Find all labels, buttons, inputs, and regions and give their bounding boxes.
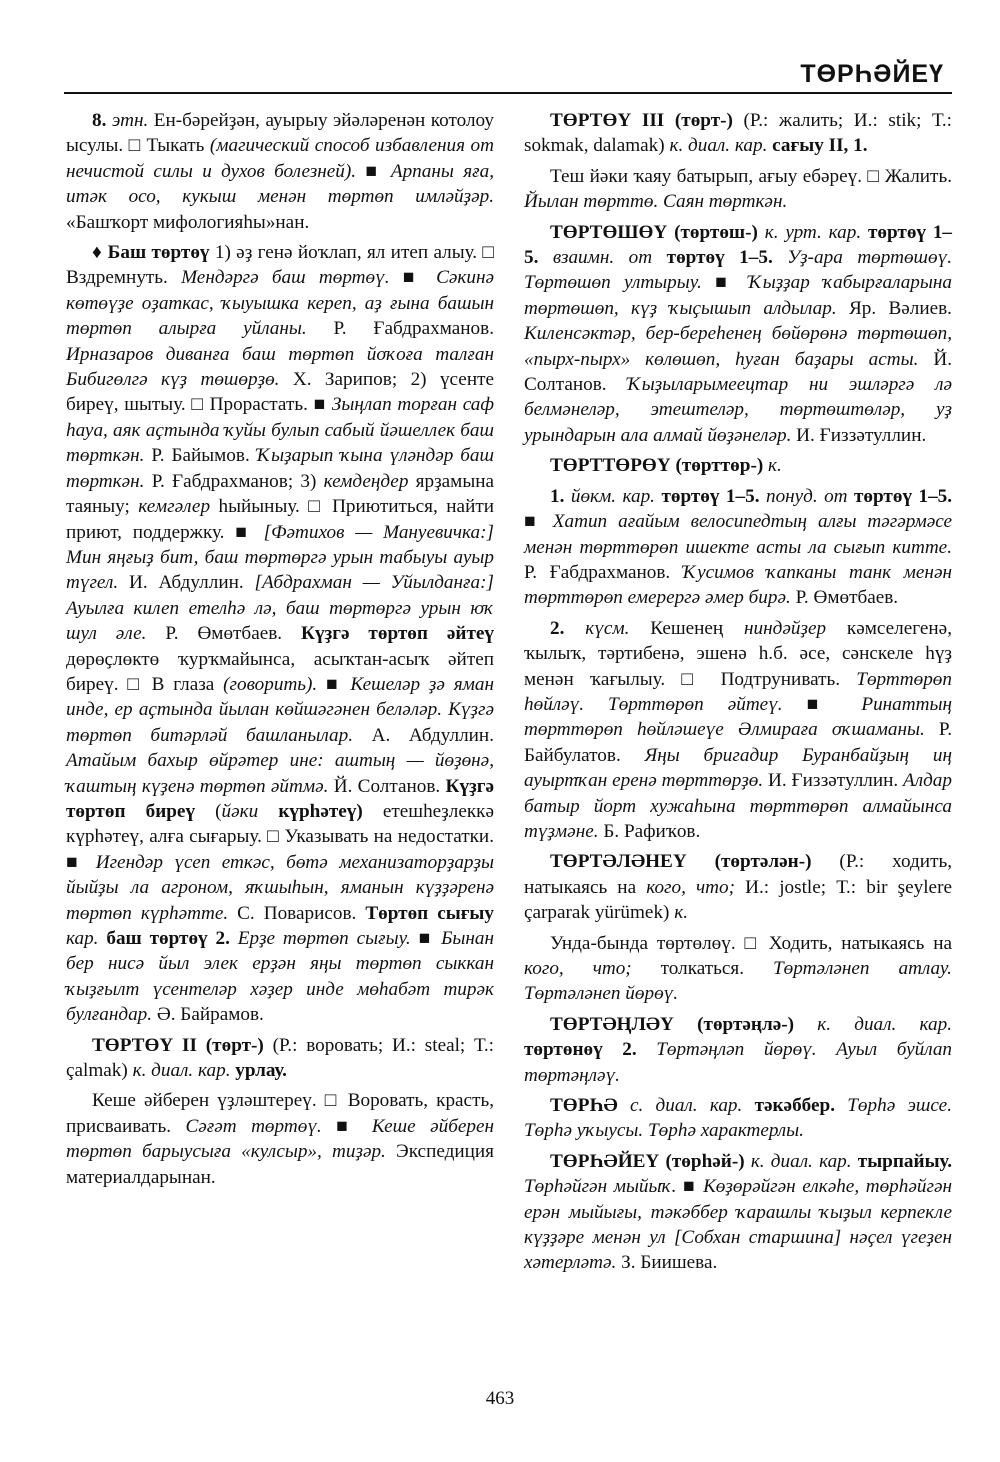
- italic-text: к. диал. кар.: [669, 135, 768, 157]
- italic-text: [Абдрахман — Уйылданға:] Ауылға килеп етелһә лә, баш төртөргә урын юҡ шул әле.: [66, 572, 494, 645]
- headword-text: Төртөп сығыу: [365, 902, 494, 924]
- dictionary-paragraph: [524, 220, 952, 449]
- italic-text: Мендәргә баш төртөү.: [181, 267, 390, 289]
- italic-text: понуд. от: [765, 485, 848, 507]
- italic-text: Ҡусимов ҡапканы танк менән төрттөрөп емерергә әмер бирә.: [524, 561, 952, 609]
- italic-text: к.: [768, 455, 782, 477]
- body-text: С. Поварисов.: [228, 902, 366, 924]
- body-text: [538, 247, 553, 268]
- italic-text: йәки: [221, 800, 259, 822]
- body-text: дөрөҫлөктө ҡурҡмайынса, асыҡтан-асыҡ әйтеп биреү. □ В глаза: [66, 648, 494, 695]
- body-text: толкаться.: [631, 958, 774, 979]
- body-text: «Башҡорт мифологияһы»нан.: [66, 211, 310, 233]
- headword-text: ТӨРТТӨРӨҮ (төрттөр-): [550, 455, 764, 477]
- body-text: Кешенең: [629, 617, 745, 639]
- italic-text: Ринаттың төрттөрөп һөйләшеүе Әлмираға оҡшаманы.: [524, 693, 952, 741]
- italic-text: Төртәңләп йөрөү. Ауыл буйлап төртәңләү.: [524, 1039, 953, 1086]
- body-text: (Р.: жалить; И.: stik; Т.: sokmak, dalamak): [524, 110, 952, 157]
- body-text: ■: [410, 928, 442, 949]
- italic-text: Киленсәктәр, бер-береһенең бөйөрөнә төртөшөп, «пырх-пырх» көлөшөп, һуған баҙары асты.: [524, 323, 952, 370]
- body-text: Р. Ғабдрахманов.: [524, 561, 683, 583]
- body-text: Кеше әйберен үҙләштереү. □ Воровать, красть, присваивать.: [66, 1090, 494, 1137]
- body-text: Р. Өмөтбаев.: [790, 587, 899, 609]
- dictionary-paragraph: [524, 484, 952, 611]
- italic-text: Хатип ағайым велосипедтың алғы тәгәрмәсе менән төрттөрөп ишекте асты ла сығып китте.: [524, 511, 952, 558]
- italic-text: Игендәр үсеп еткәс, бөтә механизаторҙарҙы йыйҙы ла агроном, яҡшыһын, яманын күҙҙәренә төртөп күрһәтте.: [66, 851, 494, 924]
- italic-text: к.: [674, 902, 689, 924]
- body-text: И.: jostle; Т.: bir şeylere çarparak yürümek): [524, 876, 952, 924]
- dictionary-paragraph: [524, 164, 952, 215]
- italic-text: [Фәтихов — Мануевичка:] Мин яңғыҙ бит, баш төртөргә урын табыуы ауыр түгел.: [66, 521, 494, 594]
- italic-text: этн.: [111, 110, 149, 131]
- left-column: [66, 108, 494, 1195]
- italic-text: Алдар батыр йорт хужаһына төрттөрөп алмайынса түҙмәне.: [524, 770, 952, 842]
- headword-text: төртөү 1–5.: [661, 485, 760, 507]
- italic-text: Ҡыҙыларымеецтар ни эшләргә лә белмәнеләр, этештеләр, төртөштөләр, уҙ урындарын ала алмай йөҙәнеләр.: [524, 374, 952, 446]
- italic-text: йөкм. кар.: [570, 485, 655, 507]
- dictionary-paragraph: [524, 616, 952, 845]
- italic-text: кар.: [66, 928, 99, 949]
- right-column: [524, 108, 952, 1281]
- body-text: И. Ғиззәтуллин.: [763, 770, 904, 792]
- italic-text: Ерҙе төртөп сығыу.: [237, 928, 411, 949]
- page-number: 463: [485, 1388, 515, 1409]
- body-text: [230, 928, 238, 949]
- headword-text: ТӨРҺӘ: [550, 1095, 618, 1117]
- body-text: [618, 1095, 630, 1116]
- body-text: ■: [321, 1115, 372, 1137]
- dictionary-paragraph: [524, 453, 952, 478]
- body-text: Р. Байбулатов.: [524, 719, 952, 766]
- body-text: (: [195, 800, 222, 822]
- italic-text: Кеше әйберен төртөп барыусыға «кулсыр», тиҙәр.: [66, 1115, 495, 1163]
- body-text: [835, 1095, 847, 1116]
- italic-text: к. диал. кар.: [132, 1060, 231, 1082]
- italic-text: Арпаны яға, итәк осо, кукыш менән төртөп имләйҙәр.: [66, 160, 494, 208]
- italic-text: Атайым бахыр өйрәтер ине: аштың — йөҙөнә, ҡаштың күҙенә төртөп әйтмә.: [66, 750, 494, 797]
- headword-text: 1.: [550, 485, 571, 507]
- body-text: ярҙамына таяныу;: [66, 470, 494, 518]
- body-text: Ә. Байрамов.: [152, 1004, 264, 1026]
- body-text: [742, 1095, 754, 1116]
- headword-text: төртөү 1–5.: [666, 247, 773, 269]
- dictionary-paragraph: [66, 240, 494, 1028]
- body-text: Экспедиция материалдарынан.: [66, 1141, 494, 1188]
- italic-text: Яңы бригадир Буранбайҙың иң ауыртҡан еренә төрттөрҙө.: [524, 744, 953, 792]
- dictionary-paragraph: [66, 1033, 494, 1084]
- body-text: З. Биишева.: [616, 1252, 718, 1274]
- italic-text: Ирназаров диванға баш төртөп йоҡоға талған Бибигөлгә күҙ төшөрҙө.: [66, 343, 494, 391]
- italic-text: (говорить).: [223, 673, 318, 695]
- headword-text: баш төртөү 2.: [106, 928, 230, 949]
- body-text: ■: [701, 272, 749, 294]
- headword-text: 2.: [550, 617, 586, 639]
- headword-text: ТӨРТӨҮ II (төрт-): [92, 1034, 264, 1056]
- headword-text: төртөү 1–5.: [853, 485, 953, 507]
- headword-text: ТӨРТӘЛӘНЕҮ (төртәлән-): [550, 851, 812, 873]
- italic-text: күсм.: [585, 617, 630, 639]
- dictionary-paragraph: [524, 849, 952, 925]
- headword-text: сағыу II, 1.: [772, 135, 868, 157]
- body-text: Р. Байымов.: [144, 445, 257, 467]
- dictionary-paragraph: [524, 1149, 952, 1276]
- body-text: Р. Ғабдрахманов.: [306, 318, 494, 340]
- body-text: Б. Рафиҡов.: [598, 820, 701, 842]
- body-text: [758, 222, 765, 243]
- body-text: һыйыныу. □ Приютиться, найти приют, поддержку. ■: [66, 496, 494, 543]
- headword-text: ТӨРҺӘЙЕҮ (төрһәй-): [550, 1150, 745, 1172]
- body-text: кәмселегенә, ҡылыҡ, тәртибенә, эшенә һ.б. әсе, сәнскеле һүҙ менән ҡағылыу. □ Подтрунивать.: [524, 617, 952, 690]
- body-text: 1) әҙ генә йоҡлап, ял итеп алыу. □ Вздремнуть.: [66, 242, 495, 289]
- italic-text: Төрһәйгән мыйыҡ.: [524, 1176, 677, 1198]
- body-text: (Р.: ходить, натыкаясь на: [524, 851, 953, 898]
- headword-text: ТӨРТӘҢЛӘҮ (төртәңлә-): [550, 1013, 795, 1035]
- italic-text: кемдеңдер: [323, 470, 409, 492]
- headword-text: Күҙгә төртөп биреү: [66, 775, 494, 822]
- body-text: [773, 247, 788, 268]
- header-rule: [64, 92, 952, 94]
- italic-text: Зыңлап торған саф һауа, аяк аҫтында ҡуйы булып сабый йәшеллек баш төрткән.: [66, 394, 494, 467]
- body-text: етешһеҙлеккә күрһәтеү, алға сығарыу. □ Указывать на недостатки. ■: [66, 800, 495, 873]
- italic-text: Бынан бер нисә йыл элек ерҙән яңы төртөп сыккан ҡыҙғылт үсентеләр хәҙер инде мөһабәт тирәк булғандар.: [66, 928, 495, 1026]
- body-text: [794, 1014, 817, 1035]
- body-text: Ен-бәрейҙән, ауырыу эйәләренән котолоу ысулы. □ Тыкать: [66, 110, 494, 157]
- italic-text: взаимн. от: [552, 247, 653, 269]
- headword-text: ♦ Баш төртөү: [92, 242, 210, 264]
- body-text: А. Абдуллин.: [353, 724, 494, 746]
- headword-text: урлау.: [235, 1060, 287, 1082]
- italic-text: (магический способ избавления от нечистой силы и духов болезней).: [66, 135, 494, 182]
- dictionary-paragraph: [66, 108, 494, 235]
- body-text: Яр. Вәлиев.: [836, 297, 952, 319]
- body-text: Унда-бында төртөлөү. □ Ходить, натыкаясь на: [550, 932, 952, 954]
- italic-text: Төртәләнеп атлау. Төртәләнеп йөрөү.: [524, 958, 952, 1005]
- dictionary-paragraph: [524, 1012, 952, 1088]
- body-text: Й. Солтанов.: [524, 348, 952, 396]
- italic-text: с. диал. кар.: [629, 1095, 743, 1117]
- headword-text: тырпайыу.: [857, 1150, 953, 1172]
- body-text: [652, 247, 667, 268]
- italic-text: Уҙ-ара төртөшөү. Төртөшөп ултырыу.: [524, 247, 953, 294]
- body-text: Теш йәки ҡаяу батырып, ағыу ебәреү. □ Жалить.: [550, 165, 952, 187]
- body-text: (Р.: воровать; И.: steal; Т.: çalmak): [66, 1034, 494, 1082]
- dictionary-paragraph: [524, 931, 952, 1007]
- italic-text: Көҙөрәйгән елкәһе, төрһәйгән ерән мыйығы, тәкәббер ҡарашлы ҡыҙыл керпекле күҙҙәре менән ул [Собхан старшина] нәҫел үгеҙен хәтерләтә.: [524, 1176, 952, 1274]
- italic-text: к. диал. кар.: [750, 1150, 852, 1172]
- italic-text: ниндәйҙер: [744, 617, 827, 639]
- headword-text: 8.: [92, 110, 112, 131]
- italic-text: Ҡыҙҙар ҡабырғаларына төртөшөп, күҙ ҡыҫышып алдылар.: [524, 272, 952, 319]
- body-text: ■: [676, 1176, 704, 1198]
- headword-text: Күҙгә төртөп әйтеү: [301, 623, 494, 645]
- body-text: [637, 1039, 657, 1060]
- body-text: ■: [317, 673, 351, 695]
- italic-text: кемгәлер: [138, 496, 211, 518]
- body-text: И. Ғиззәтуллин.: [791, 424, 927, 446]
- body-text: ■: [356, 160, 391, 182]
- body-text: ■: [782, 693, 862, 715]
- headword-text: төртөнөү 2.: [524, 1039, 637, 1061]
- italic-text: к. урт. кар.: [764, 221, 862, 243]
- italic-text: Ҡыҙарып ҡына үләндәр баш төрткән.: [66, 445, 495, 492]
- headword-text: күрһәтеү): [278, 800, 363, 822]
- italic-text: кого, что;: [524, 958, 632, 979]
- headword-text: төртөү 1–5.: [524, 221, 953, 269]
- headword-text: тәкәббер.: [754, 1095, 835, 1117]
- dictionary-paragraph: [524, 1093, 952, 1144]
- body-text: Й. Солтанов.: [328, 775, 446, 797]
- dictionary-paragraph: [524, 108, 952, 159]
- italic-text: Сәкинә көтөүҙе оҙаткас, ҡыуышка кереп, аҙ ғына башын төртөп алырға уйланы.: [66, 267, 494, 340]
- dictionary-paragraph: [66, 1088, 494, 1190]
- italic-text: кого, что;: [646, 876, 736, 898]
- body-text: ■: [524, 511, 553, 533]
- italic-text: Төрһә эшсе. Төрһә уҡыусы. Төрһә характерлы.: [524, 1095, 952, 1142]
- italic-text: к. диал. кар.: [817, 1013, 953, 1035]
- running-head: ТӨРҺӘЙЕҮ: [800, 60, 944, 88]
- italic-text: Кешеләр ҙә яман инде, ер аҫтында йылан көйшәгәнен беләләр. Күҙгә төртөп битәрләй башланылар.: [66, 673, 494, 746]
- body-text: Р. Өмөтбаев.: [146, 623, 302, 645]
- italic-text: Йылан төрттө. Саян төрткән.: [524, 191, 788, 213]
- italic-text: Сәғәт төртөү.: [185, 1115, 322, 1137]
- italic-text: Төрттөрөп һөйләү. Төрттөрөп әйтеү.: [524, 668, 952, 715]
- body-text: [258, 801, 278, 822]
- body-text: Х. Зарипов; 2) үсенте биреү, шытыу. □ Прорастать. ■: [66, 369, 494, 416]
- headword-text: ТӨРТӨҮ III (төрт-): [550, 110, 733, 131]
- body-text: [861, 222, 868, 243]
- body-text: ■: [389, 267, 437, 289]
- headword-text: ТӨРТӨШӨҮ (төртөш-): [550, 221, 758, 243]
- body-text: И. Абдуллин.: [118, 572, 255, 594]
- body-text: Р. Ғабдрахманов; 3): [144, 470, 324, 492]
